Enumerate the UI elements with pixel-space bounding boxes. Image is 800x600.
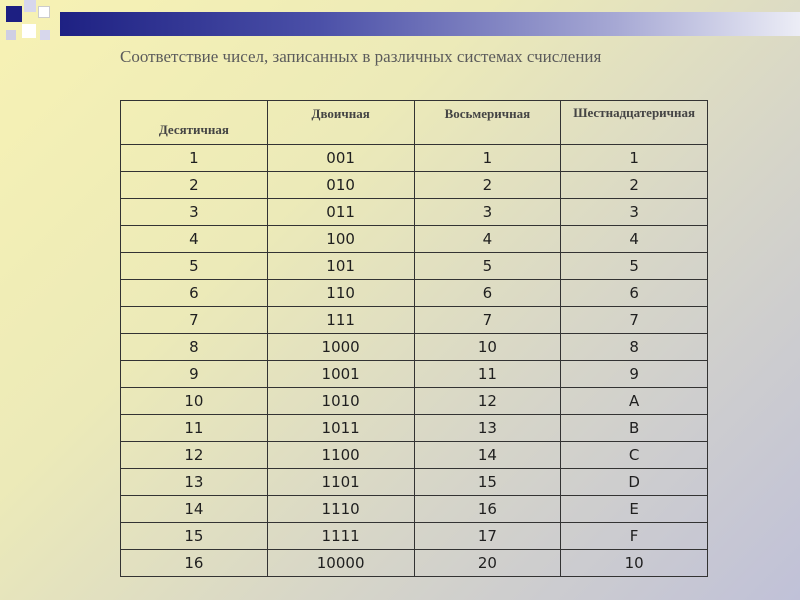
decorative-square <box>6 6 22 22</box>
cell-hexadecimal: D <box>561 469 708 496</box>
cell-binary: 1110 <box>267 496 414 523</box>
header-hexadecimal: Шестнадцатеричная <box>561 101 708 145</box>
cell-binary: 011 <box>267 199 414 226</box>
cell-hexadecimal: C <box>561 442 708 469</box>
cell-decimal: 4 <box>121 226 268 253</box>
cell-binary: 101 <box>267 253 414 280</box>
cell-binary: 001 <box>267 145 414 172</box>
cell-hexadecimal: B <box>561 415 708 442</box>
cell-octal: 15 <box>414 469 561 496</box>
cell-hexadecimal: 1 <box>561 145 708 172</box>
cell-binary: 1010 <box>267 388 414 415</box>
table-row <box>121 496 708 523</box>
cell-decimal: 13 <box>121 469 268 496</box>
cell-decimal: 16 <box>121 550 268 577</box>
cell-hexadecimal: 9 <box>561 361 708 388</box>
cell-hexadecimal: 7 <box>561 307 708 334</box>
cell-decimal: 8 <box>121 334 268 361</box>
cell-binary: 10000 <box>267 550 414 577</box>
cell-octal: 7 <box>414 307 561 334</box>
table-row <box>121 199 708 226</box>
table-row <box>121 307 708 334</box>
cell-hexadecimal: E <box>561 496 708 523</box>
cell-octal: 11 <box>414 361 561 388</box>
decorative-square <box>40 30 50 40</box>
decorative-square <box>24 0 36 12</box>
cell-decimal: 9 <box>121 361 268 388</box>
decorative-square <box>38 6 50 18</box>
table-row <box>121 361 708 388</box>
cell-hexadecimal: F <box>561 523 708 550</box>
cell-binary: 111 <box>267 307 414 334</box>
cell-decimal: 1 <box>121 145 268 172</box>
cell-binary: 1011 <box>267 415 414 442</box>
cell-decimal: 3 <box>121 199 268 226</box>
cell-octal: 16 <box>414 496 561 523</box>
table-row <box>121 280 708 307</box>
cell-decimal: 14 <box>121 496 268 523</box>
cell-octal: 4 <box>414 226 561 253</box>
cell-hexadecimal: A <box>561 388 708 415</box>
table-row <box>121 469 708 496</box>
cell-decimal: 5 <box>121 253 268 280</box>
cell-octal: 14 <box>414 442 561 469</box>
table-row <box>121 226 708 253</box>
cell-octal: 1 <box>414 145 561 172</box>
cell-decimal: 10 <box>121 388 268 415</box>
cell-hexadecimal: 6 <box>561 280 708 307</box>
table-row <box>121 388 708 415</box>
cell-octal: 17 <box>414 523 561 550</box>
header-binary: Двоичная <box>267 101 414 145</box>
cell-octal: 6 <box>414 280 561 307</box>
page-title: Соответствие чисел, записанных в различных системах счисления <box>120 47 602 66</box>
table-row <box>121 442 708 469</box>
cell-octal: 3 <box>414 199 561 226</box>
cell-octal: 10 <box>414 334 561 361</box>
header-decimal: Десятичная <box>121 101 268 145</box>
title-accent-bar <box>60 12 800 36</box>
cell-hexadecimal: 3 <box>561 199 708 226</box>
table-row <box>121 334 708 361</box>
table-row <box>121 523 708 550</box>
table-row <box>121 550 708 577</box>
cell-decimal: 11 <box>121 415 268 442</box>
cell-decimal: 7 <box>121 307 268 334</box>
cell-hexadecimal: 8 <box>561 334 708 361</box>
table-row <box>121 145 708 172</box>
cell-decimal: 2 <box>121 172 268 199</box>
cell-octal: 12 <box>414 388 561 415</box>
cell-decimal: 6 <box>121 280 268 307</box>
cell-binary: 1001 <box>267 361 414 388</box>
cell-decimal: 15 <box>121 523 268 550</box>
table-row <box>121 253 708 280</box>
cell-hexadecimal: 4 <box>561 226 708 253</box>
cell-binary: 1000 <box>267 334 414 361</box>
decorative-square <box>22 24 36 38</box>
cell-octal: 2 <box>414 172 561 199</box>
table-header-row <box>121 101 708 145</box>
cell-binary: 100 <box>267 226 414 253</box>
decorative-square <box>6 30 16 40</box>
cell-octal: 13 <box>414 415 561 442</box>
conversion-table <box>120 100 708 577</box>
cell-decimal: 12 <box>121 442 268 469</box>
table-body <box>121 145 708 577</box>
header-octal: Восьмеричная <box>414 101 561 145</box>
table-row <box>121 415 708 442</box>
cell-hexadecimal: 10 <box>561 550 708 577</box>
table-row <box>121 172 708 199</box>
cell-octal: 5 <box>414 253 561 280</box>
cell-binary: 1100 <box>267 442 414 469</box>
cell-binary: 010 <box>267 172 414 199</box>
cell-binary: 1101 <box>267 469 414 496</box>
cell-binary: 1111 <box>267 523 414 550</box>
cell-octal: 20 <box>414 550 561 577</box>
cell-hexadecimal: 5 <box>561 253 708 280</box>
cell-hexadecimal: 2 <box>561 172 708 199</box>
cell-binary: 110 <box>267 280 414 307</box>
